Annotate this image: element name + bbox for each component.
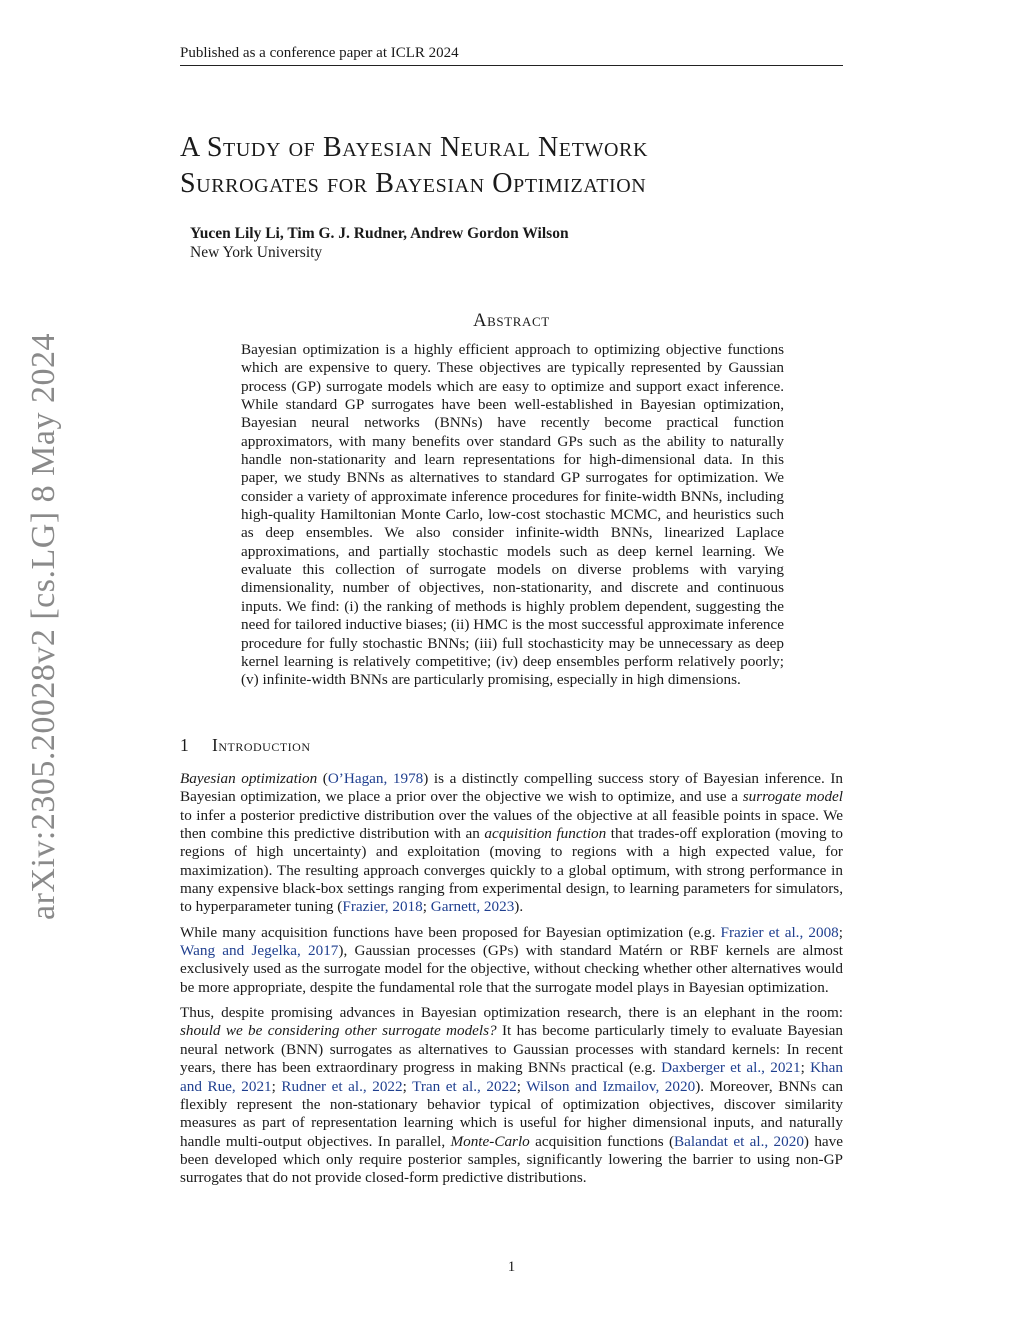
introduction-body xyxy=(180,770,843,1195)
acronym: GP xyxy=(823,1150,843,1168)
citation-link[interactable]: Rudner et al., 2022 xyxy=(281,1077,403,1095)
arxiv-identifier-stamp: arXiv:2305.20028v2 [cs.LG] 8 May 2024 xyxy=(25,333,62,920)
text-run: ). Moreover, xyxy=(695,1077,779,1095)
text-run: ) have been developed which only require posterior samples, significantly lowering the barrier to using non- xyxy=(180,1132,843,1168)
text-run: ) is a distinctly compelling success story of Bayesian inference. In Bayesian optimization, we place a prior over the objective we wish to optimize, and use a xyxy=(180,770,844,806)
emphasis-term: Monte-Carlo xyxy=(450,1132,530,1150)
running-header: Published as a conference paper at ICLR 2024 xyxy=(180,44,843,66)
citation-link[interactable]: O’Hagan, 1978 xyxy=(327,770,424,787)
text-run: ; xyxy=(422,898,431,916)
title-line-2: Surrogates for Bayesian Optimization xyxy=(180,168,647,199)
section-title: Introduction xyxy=(212,735,311,755)
page-number: 1 xyxy=(507,1259,516,1275)
text-run: ) with standard Matérn or RBF kernels are almost exclusively used as the surrogate model for the objective, without checking whether other alternatives would be more appropriate, despite the fundamental role that the surrogate model plays in Bayesian optimization. xyxy=(180,942,843,996)
text-run: that trades-off exploration (moving to regions of high uncertainty) and exploitation (moving to regions with a high expected value, for maximization). The resulting approach converges quickly to a global optimum, with strong performance in many expensive black-box settings ranging from experimental design, to learning parameters for simulators, to hyperparameter tuning ( xyxy=(180,825,843,916)
text-run: ; xyxy=(271,1077,282,1095)
paper-title xyxy=(180,130,843,202)
emphasis-term: should we be considering other surrogate models? xyxy=(180,1022,497,1040)
text-run: ; xyxy=(516,1077,527,1095)
citation-link[interactable]: Tran et al., 2022 xyxy=(412,1077,517,1095)
citation-link[interactable]: Frazier, 2018 xyxy=(342,898,423,916)
emphasis-term: surrogate model xyxy=(742,788,844,806)
text-run: ), Gaussian processes ( xyxy=(338,942,488,960)
citation-link[interactable]: Garnett, 2023 xyxy=(430,898,515,916)
text-run: to infer a posterior predictive distribution over the values of the objective at all feasible points in space. We then combine this predictive distribution with an xyxy=(180,806,843,843)
acronym: BNN xyxy=(286,1040,319,1058)
citation-link[interactable]: Wilson and Izmailov, 2020 xyxy=(526,1077,696,1095)
text-run: ; xyxy=(838,923,843,941)
author-affiliation: New York University xyxy=(190,244,323,261)
acronym: BNNs xyxy=(778,1077,817,1095)
paragraph-2 xyxy=(180,924,843,997)
citation-link[interactable]: Daxberger et al., 2021 xyxy=(661,1059,801,1077)
text-run: ( xyxy=(317,770,328,787)
text-run: practical (e.g. xyxy=(566,1059,662,1077)
author-list: Yucen Lily Li, Tim G. J. Rudner, Andrew Gordon Wilson xyxy=(190,225,569,242)
acronym: GPs xyxy=(487,942,514,960)
text-run: ). xyxy=(514,898,524,916)
section-heading-introduction xyxy=(180,735,843,756)
acronym: BNNs xyxy=(527,1059,567,1077)
text-run: Thus, despite promising advances in Bayesian optimization research, there is an elephant in the room: xyxy=(180,1004,843,1022)
section-number: 1 xyxy=(180,735,189,755)
citation-link[interactable]: Khan and Rue, 2021 xyxy=(180,1059,843,1095)
abstract-heading: Abstract xyxy=(473,311,550,331)
text-run: While many acquisition functions have been proposed for Bayesian optimization (e.g. xyxy=(180,923,721,941)
text-run: ) surrogates as alternatives to Gaussian processes with standard kernels: In recent years, there has been extraordinary progress in making xyxy=(180,1040,843,1077)
citation-link[interactable]: Frazier et al., 2008 xyxy=(720,923,839,941)
paragraph-3 xyxy=(180,1004,843,1187)
text-run: can flexibly represent the non-stationary behavior typical of optimization objectives, discover similarity measures as part of representation learning which is useful for higher dimensional inputs, and naturally handle multi-output objectives. In parallel, xyxy=(180,1077,843,1150)
emphasis-term: acquisition function xyxy=(484,825,607,843)
text-run: It has become particularly timely to evaluate Bayesian neural network ( xyxy=(180,1022,844,1058)
abstract-body: Bayesian optimization is a highly efficient approach to optimizing objective functions which are expensive to query. These objectives are typically represented by Gaussian process (GP) surrogate models which are easy to optimize and support exact inference. While standard GP surrogates have been well-established in Bayesian optimization, Bayesian neural networks (BNNs) have recently become practical function approximators, with many benefits over standard GPs such as the ability to naturally handle non-stationarity and learn representations for high-dimensional data. In this paper, we study BNNs as alternatives to standard GP surrogates for optimization. We consider a variety of approximate inference procedures for finite-width BNNs, including high-quality Hamiltonian Monte Carlo, low-cost stochastic MCMC, and heuristics such as deep ensembles. We also consider infinite-width BNNs, linearized Laplace approximations, and partially stochastic models such as deep kernel learning. We evaluate this collection of surrogate models on diverse problems with varying dimensionality, number of objectives, non-stationarity, and discrete and continuous inputs. We find: (i) the ranking of methods is highly problem dependent, suggesting the need for tailored inductive biases; (ii) HMC is the most successful approximate inference procedure for fully stochastic BNNs; (iii) full stochasticity may be unnecessary as deep kernel learning is relatively competitive; (iv) deep ensembles perform relatively poorly; (v) infinite-width BNNs are particularly promising, especially in high dimensions. xyxy=(241,341,784,689)
citation-link[interactable]: Wang and Jegelka, 2017 xyxy=(180,942,339,960)
citation-link[interactable]: Balandat et al., 2020 xyxy=(674,1132,804,1150)
title-line-1: A Study of Bayesian Neural Network xyxy=(180,132,649,163)
text-run: ; xyxy=(402,1077,413,1095)
paragraph-1 xyxy=(180,770,843,917)
text-run: acquisition functions ( xyxy=(529,1132,675,1150)
emphasis-term: Bayesian optimization xyxy=(180,770,318,787)
text-run: ; xyxy=(800,1059,811,1077)
text-run: surrogates that do not provide closed-form predictive distributions. xyxy=(180,1169,587,1187)
